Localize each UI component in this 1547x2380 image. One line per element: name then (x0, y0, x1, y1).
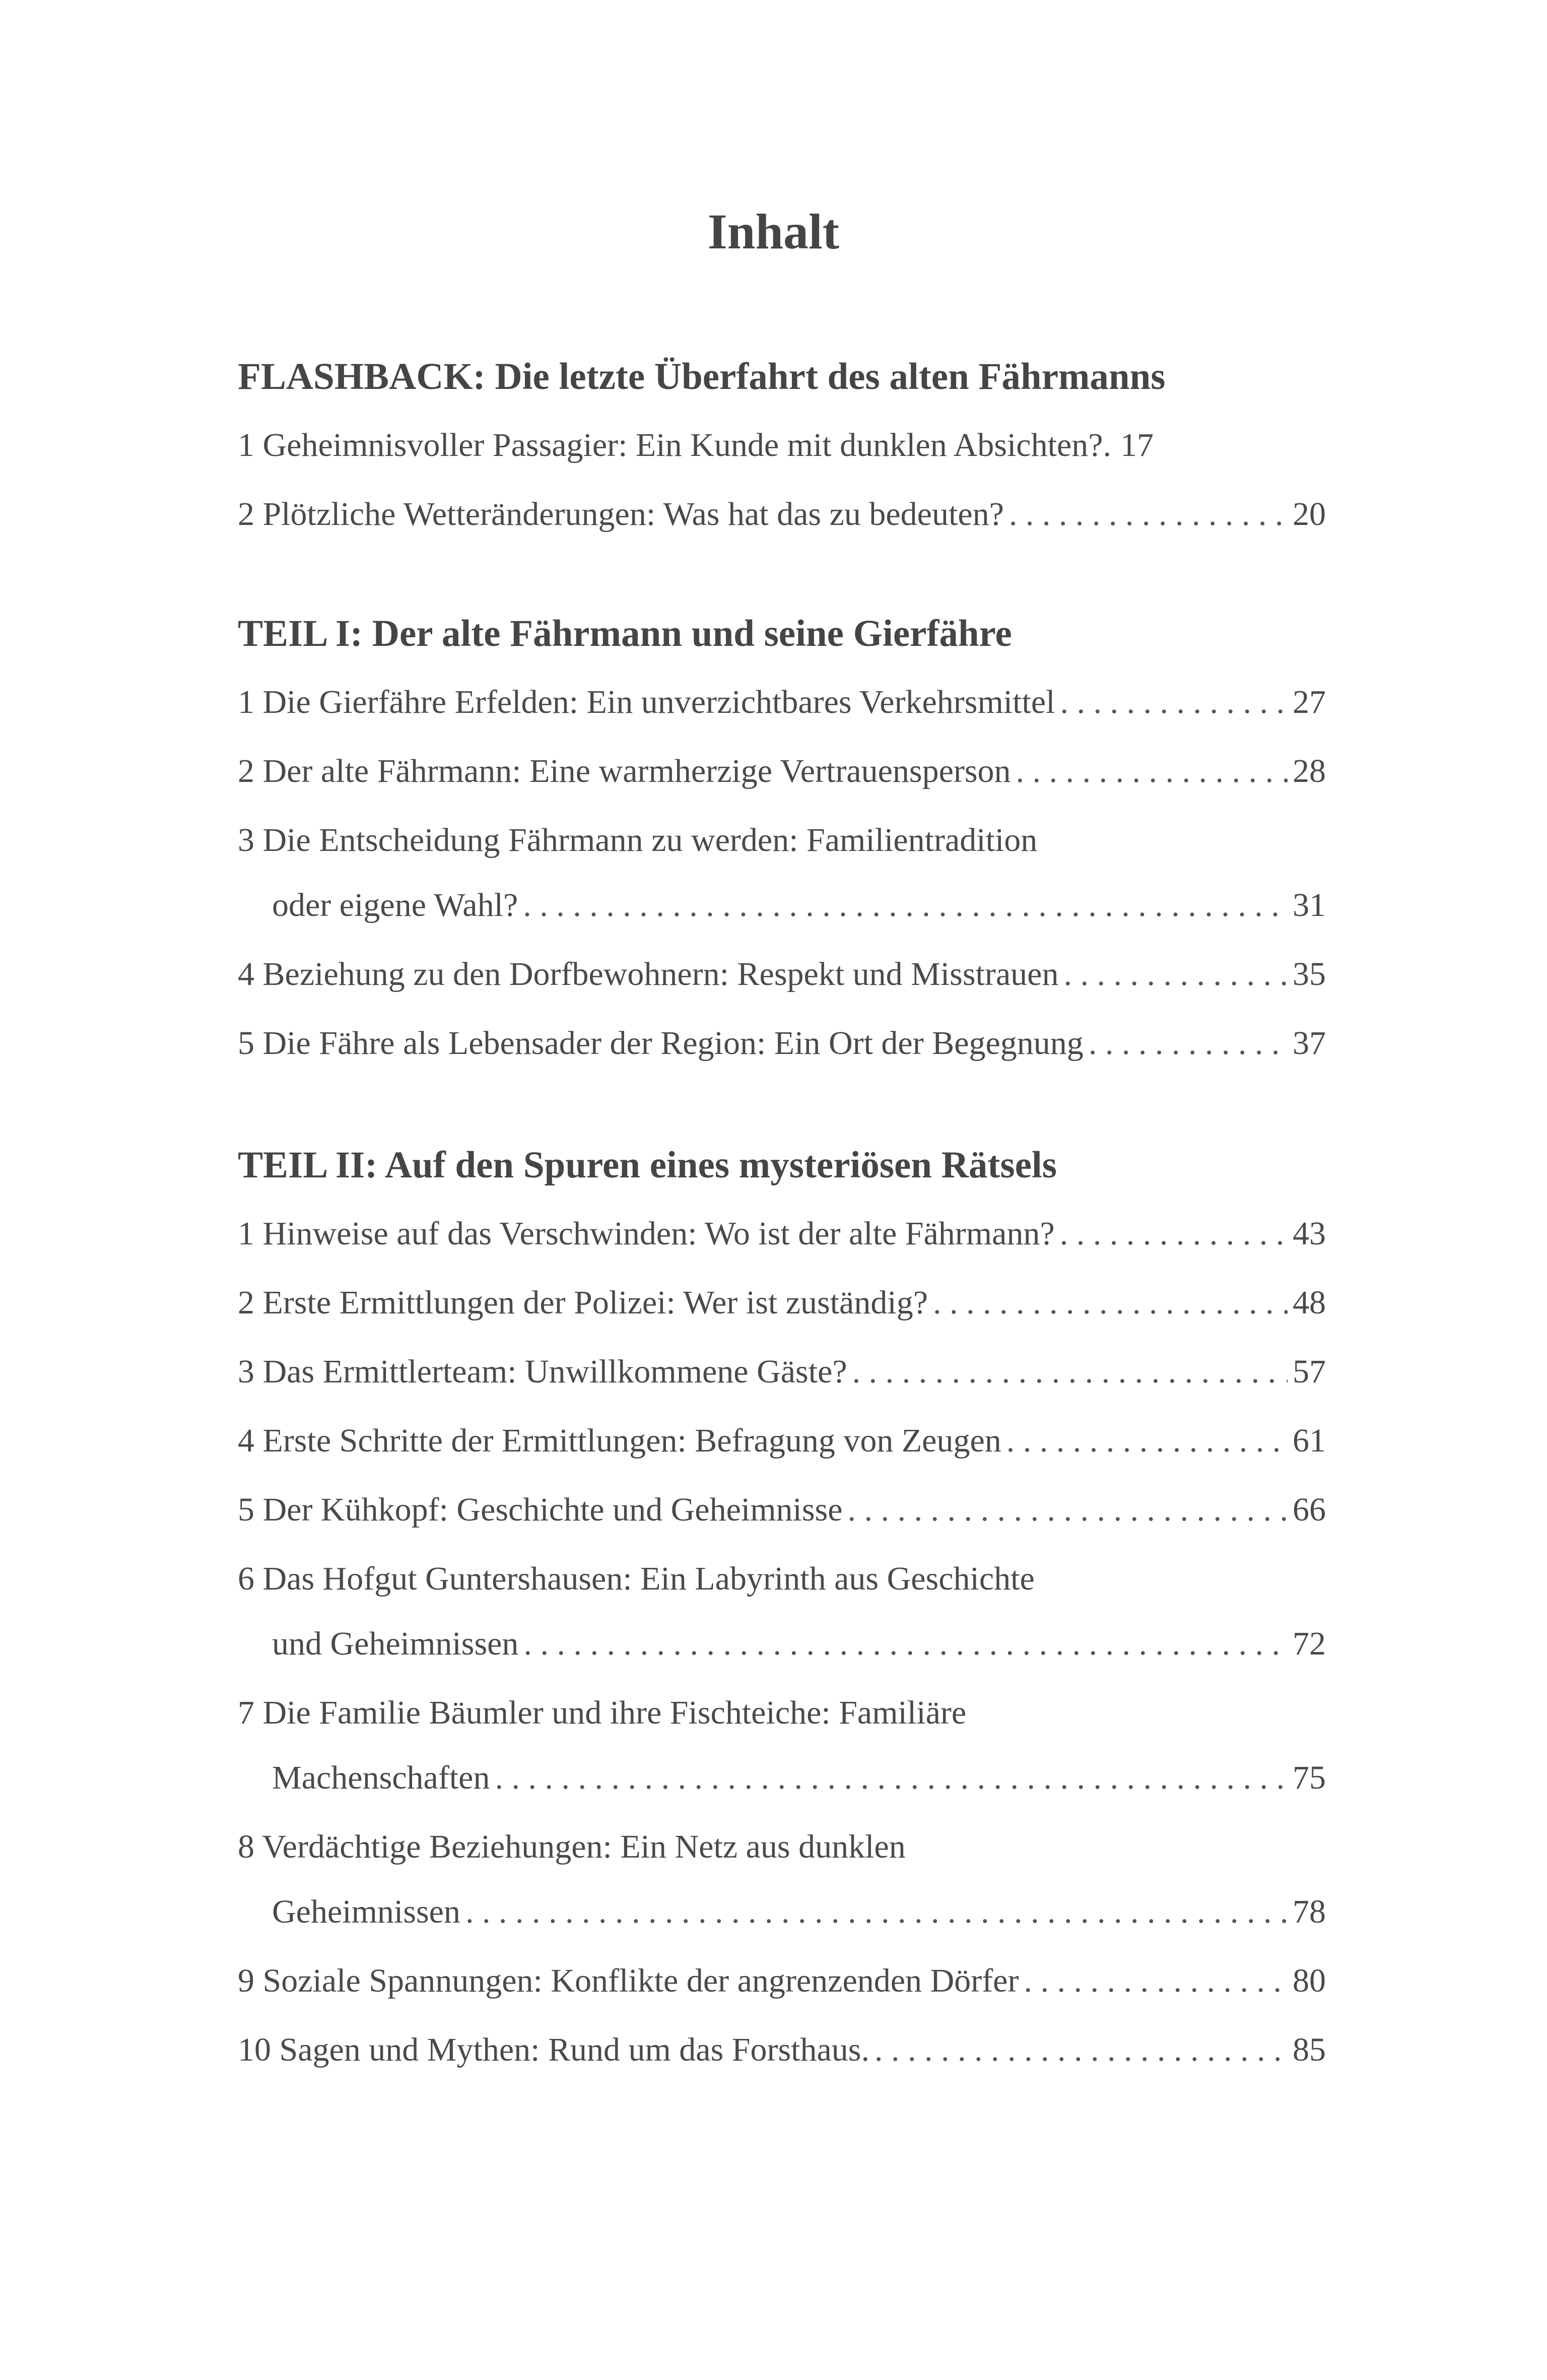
toc-section-teil-2 (238, 1141, 1326, 2074)
toc-entry[interactable] (238, 2026, 1326, 2074)
dot-leader (1009, 490, 1288, 539)
dot-leader (495, 1754, 1288, 1802)
toc-entry-page: 17 (1120, 427, 1154, 464)
section-heading: FLASHBACK: Die letzte Überfahrt des alten Fährmanns (238, 356, 1166, 398)
section-heading: TEIL I: Der alte Fährmann und seine Gierfähre (238, 613, 1012, 654)
toc-entry[interactable] (238, 747, 1326, 796)
toc-entry-title: 2 Erste Ermittlungen der Polizei: Wer ist zuständig? (238, 1284, 928, 1321)
toc-entry[interactable] (238, 678, 1326, 726)
toc-title: Inhalt (707, 204, 840, 259)
toc-entry-title: 3 Das Ermittlerteam: Unwillkommene Gäste? (238, 1353, 847, 1390)
dot-leader (1024, 1957, 1288, 2005)
toc-entry-title: 8 Verdächtige Beziehungen: Ein Netz aus dunklen (238, 1828, 906, 1865)
toc-entry-title: 2 Der alte Fährmann: Eine warmherzige Vertrauensperson (238, 753, 1011, 789)
dot-leader (1006, 1417, 1288, 1465)
toc-entry-title: 5 Die Fähre als Lebensader der Region: Ein Ort der Begegnung (238, 1025, 1084, 1062)
toc-entry-title: 3 Die Entscheidung Fährmann zu werden: Familientradition (238, 822, 1038, 858)
toc-entry-page: 57 (1293, 1353, 1326, 1390)
toc-entry-title: 4 Erste Schritte der Ermittlungen: Befragung von Zeugen (238, 1422, 1001, 1459)
toc-entry-title: 10 Sagen und Mythen: Rund um das Forsthaus. (238, 2031, 869, 2068)
dot-leader (848, 1486, 1288, 1534)
toc-entry[interactable] (238, 950, 1326, 999)
toc-entry-title: 5 Der Kühkopf: Geschichte und Geheimnisse (238, 1491, 843, 1528)
toc-entry-page: 35 (1293, 956, 1326, 993)
dot-leader (1016, 747, 1288, 796)
dot-leader (933, 1279, 1288, 1327)
toc-entry[interactable] (238, 1555, 1326, 1668)
toc-entry-page: 72 (1293, 1625, 1326, 1662)
toc-entry[interactable] (238, 1689, 1326, 1802)
toc-entry-title: 9 Soziale Spannungen: Konflikte der angrenzenden Dörfer (238, 1962, 1019, 1999)
toc-entry[interactable] (238, 1486, 1326, 1534)
toc-entry-title: 4 Beziehung zu den Dorfbewohnern: Respekt und Misstrauen (238, 956, 1059, 993)
toc-entry-page: 20 (1293, 496, 1326, 533)
dot-leader (1060, 678, 1288, 726)
toc-entry[interactable] (238, 1210, 1326, 1258)
dot-leader (875, 2026, 1288, 2074)
toc-entry-title: 1 Hinweise auf das Verschwinden: Wo ist der alte Fährmann? (238, 1215, 1055, 1252)
toc-entry[interactable] (238, 490, 1326, 539)
toc-entry-title-continued: oder eigene Wahl? (272, 887, 518, 923)
toc-entry[interactable] (238, 1019, 1326, 1068)
toc-entry-page: 48 (1293, 1284, 1326, 1321)
toc-entry-page: 78 (1293, 1893, 1326, 1930)
toc-entry-title-continued: Geheimnissen (272, 1893, 460, 1930)
toc-entry-page: 75 (1293, 1759, 1326, 1796)
dot-leader (1089, 1019, 1288, 1068)
toc-entry-page: 61 (1293, 1422, 1326, 1459)
dot-leader (465, 1888, 1288, 1936)
toc-entry-title-continued: und Geheimnissen (272, 1625, 519, 1662)
toc-entry-page: 37 (1293, 1025, 1326, 1062)
dot-leader (523, 1620, 1288, 1668)
toc-entry-title: 6 Das Hofgut Guntershausen: Ein Labyrinth aus Geschichte (238, 1560, 1035, 1597)
dot-leader (852, 1348, 1288, 1396)
toc-entry-page: 66 (1293, 1491, 1326, 1528)
toc-section-flashback (238, 353, 1326, 539)
toc-entry-title: 1 Die Gierfähre Erfelden: Ein unverzichtbares Verkehrsmittel (238, 684, 1055, 720)
toc-entry[interactable] (238, 421, 1326, 470)
toc-entry-page: 85 (1293, 2031, 1326, 2068)
toc-entry[interactable] (238, 1957, 1326, 2005)
dot-leader (523, 881, 1288, 930)
toc-entry-page: 31 (1293, 887, 1326, 923)
toc-entry[interactable] (238, 1348, 1326, 1396)
toc-entry-page: 27 (1293, 684, 1326, 720)
toc-entry-title: 7 Die Familie Bäumler und ihre Fischteiche: Familiäre (238, 1694, 967, 1731)
toc-entry-title: 2 Plötzliche Wetteränderungen: Was hat das zu bedeuten? (238, 496, 1004, 533)
dot-leader (1060, 1210, 1288, 1258)
toc-entry-title: 1 Geheimnisvoller Passagier: Ein Kunde mit dunklen Absichten?. (238, 427, 1112, 464)
toc-entry[interactable] (238, 1279, 1326, 1327)
toc-entry[interactable] (238, 816, 1326, 930)
dot-leader (1063, 950, 1288, 999)
toc-entry-page: 80 (1293, 1962, 1326, 1999)
toc-entry[interactable] (238, 1823, 1326, 1936)
toc-section-teil-1 (238, 610, 1326, 1068)
toc-entry-page: 28 (1293, 753, 1326, 789)
toc-entry-page: 43 (1293, 1215, 1326, 1252)
toc-entry[interactable] (238, 1417, 1326, 1465)
section-heading: TEIL II: Auf den Spuren eines mysteriösen Rätsels (238, 1144, 1057, 1186)
toc-entry-title-continued: Machenschaften (272, 1759, 490, 1796)
